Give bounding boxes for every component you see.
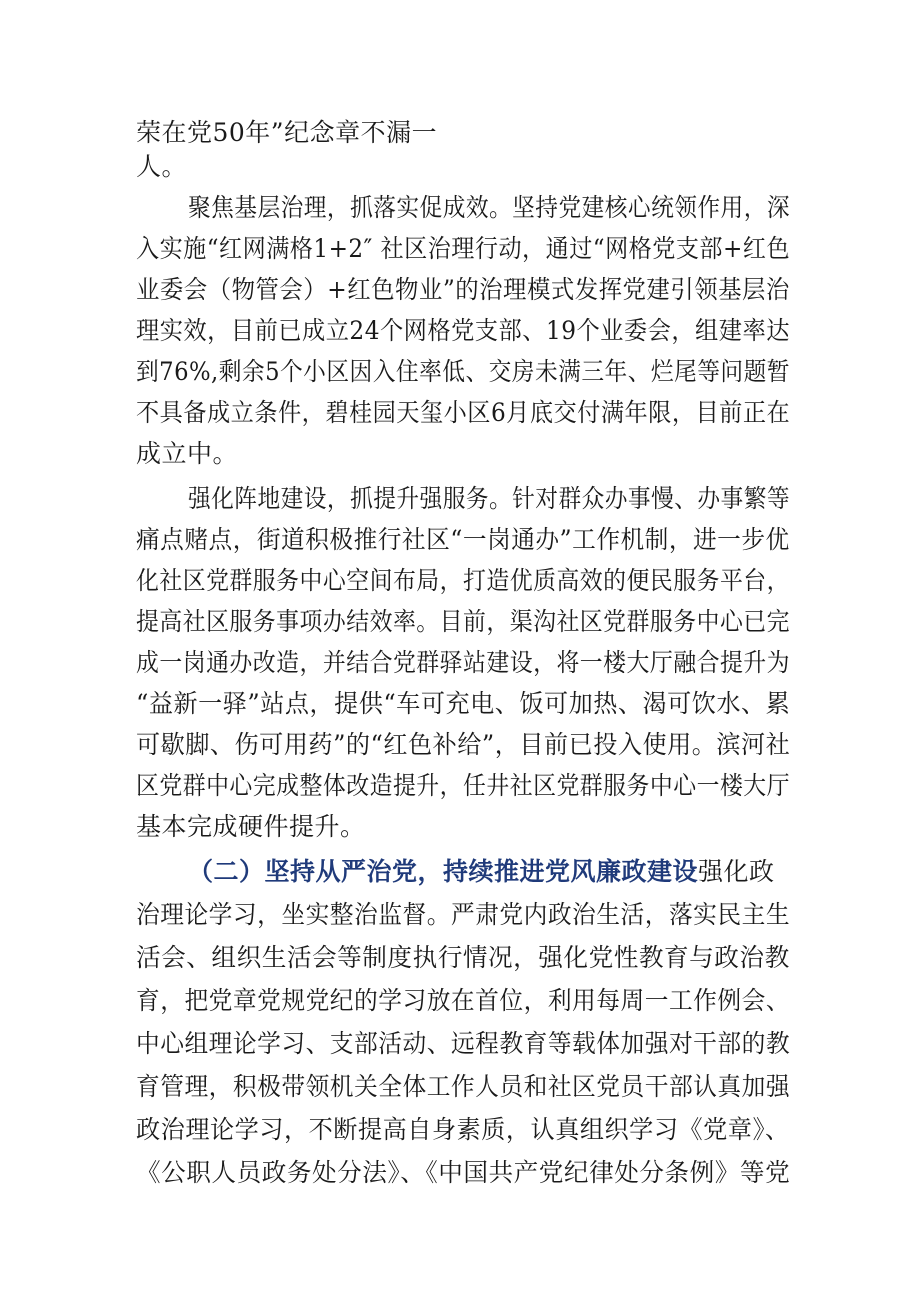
text-line: 中心组理论学习、支部活动、远程教育等载体加强对干部的教: [136, 1029, 791, 1058]
text-line: 政治理论学习，不断提高自身素质，认真组织学习《党章》、: [136, 1115, 790, 1144]
text-line: 成一岗通办改造，并结合党群驿站建设，将一楼大厅融合提升为: [136, 648, 791, 677]
text-line: 基本完成硬件提升。: [136, 812, 366, 841]
text-line: 人。: [136, 152, 188, 181]
text-line: 《公职人员政务处分法》、《中国共产党纪律处分条例》等党: [136, 1158, 791, 1187]
text-line: 痛点赌点，街道积极推行社区“一岗通办”工作机制，进一步优: [136, 525, 790, 554]
text-line: 理实效，目前已成立24个网格党支部、19个业委会，组建率达: [136, 316, 790, 345]
text-line: 成立中。: [136, 439, 239, 468]
paragraph-start: 强化阵地建设，抓提升强服务。针对群众办事慢、办事繁等: [188, 484, 791, 513]
text-line: 区党群中心完成整体改造提升，任井社区党群服务中心一楼大厅: [136, 771, 791, 800]
text-line: 业委会（物管会）+红色物业”的治理模式发挥党建引领基层治: [136, 275, 790, 304]
text-line: 荣在党50年”纪念章不漏一: [136, 118, 438, 147]
text-line-continuation: 强化政: [698, 857, 775, 886]
text-line: 可歇脚、伤可用药”的“红色补给”，目前已投入使用。滨河社: [136, 730, 791, 759]
text-line: 提高社区服务事项办结效率。目前，渠沟社区党群服务中心已完: [136, 607, 791, 636]
text-line: 治理论学习，坐实整治监督。严肃党内政治生活，落实民主生: [136, 900, 791, 929]
text-line: 入实施“红网满格1+2″ 社区治理行动，通过“网格党支部+红色: [136, 234, 791, 263]
text-line: 到76%,剩余5个小区因入住率低、交房未满三年、烂尾等问题暂: [136, 357, 790, 386]
text-line: 不具备成立条件，碧桂园天玺小区6月底交付满年限，目前正在: [136, 398, 791, 427]
section-heading-line: [188, 855, 775, 889]
text-line: 活会、组织生活会等制度执行情况，强化党性教育与政治教: [136, 943, 790, 972]
text-line: “益新一驿”站点，提供“车可充电、饭可加热、渴可饮水、累: [136, 689, 791, 718]
paragraph-start: 聚焦基层治理，抓落实促成效。坚持党建核心统领作用，深: [188, 193, 791, 222]
text-line: 育，把党章党规党纪的学习放在首位，利用每周一工作例会、: [136, 986, 791, 1015]
text-line: 育管理，积极带领机关全体工作人员和社区党员干部认真加强: [136, 1072, 791, 1101]
section-heading: （二）坚持从严治党，持续推进党风廉政建设: [188, 857, 699, 886]
text-line: 化社区党群服务中心空间布局，打造优质高效的便民服务平台，: [136, 566, 791, 595]
